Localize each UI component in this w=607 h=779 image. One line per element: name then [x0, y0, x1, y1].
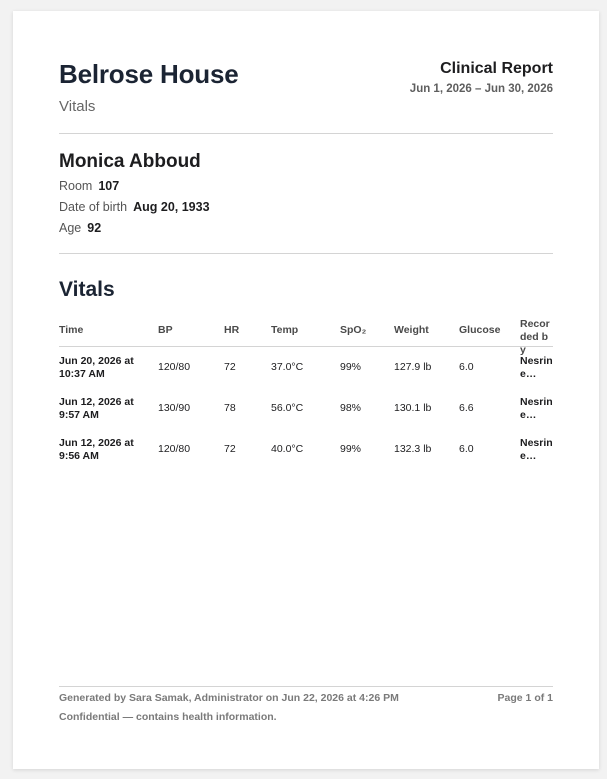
cell-time: Jun 12, 2026 at 9:56 AM — [59, 436, 134, 462]
cell-glucose: 6.6 — [459, 402, 474, 414]
table-row — [59, 388, 553, 429]
dob-value: Aug 20, 1933 — [133, 200, 210, 214]
age-value: 92 — [87, 221, 102, 235]
cell-recorded-by — [520, 388, 553, 429]
cell-time: Jun 20, 2026 at 10:37 AM — [59, 354, 134, 380]
table-row — [59, 347, 553, 389]
patient-divider — [59, 253, 553, 254]
col-temp: Temp — [271, 315, 340, 347]
generated-by: Generated by Sara Samak, Administrator on Jun 22, 2026 at 4:26 PM — [59, 692, 399, 704]
report-header-right — [410, 59, 553, 95]
dob-label: Date of birth — [59, 200, 128, 214]
col-weight: Weight — [394, 315, 459, 347]
col-glucose: Glucose — [459, 315, 520, 347]
cell-bp: 120/80 — [158, 361, 191, 373]
patient-info — [59, 151, 210, 236]
col-spo2: SpO₂ — [340, 315, 394, 347]
cell-time: Jun 12, 2026 at 9:57 AM — [59, 395, 134, 421]
cell-weight: 132.3 lb — [394, 443, 432, 455]
cell-weight: 130.1 lb — [394, 402, 432, 414]
cell-spo2: 99% — [340, 361, 362, 373]
col-bp: BP — [158, 315, 224, 347]
report-page — [13, 11, 599, 769]
cell-spo2: 99% — [340, 443, 362, 455]
cell-spo2: 98% — [340, 402, 362, 414]
table-row — [59, 429, 553, 470]
cell-temp: 40.0°C — [271, 443, 304, 455]
facility-name: Belrose House — [59, 59, 239, 89]
report-footer — [59, 686, 553, 723]
page-number: Page 1 of 1 — [497, 692, 553, 704]
cell-hr: 78 — [224, 402, 236, 414]
patient-dob — [59, 200, 210, 215]
cell-hr: 72 — [224, 443, 236, 455]
age-label: Age — [59, 221, 82, 235]
cell-bp: 130/90 — [158, 402, 191, 414]
cell-glucose: 6.0 — [459, 361, 474, 373]
cell-glucose: 6.0 — [459, 443, 474, 455]
cell-weight: 127.9 lb — [394, 361, 432, 373]
header-divider — [59, 133, 553, 134]
vitals-header-row — [59, 315, 553, 347]
recorded-by-value: Nesrine… — [520, 354, 553, 380]
col-recorded-by-label: Recorded by — [520, 317, 550, 356]
patient-name: Monica Abboud — [59, 151, 201, 172]
col-recorded-by — [520, 315, 553, 356]
cell-hr: 72 — [224, 361, 236, 373]
report-content — [59, 11, 553, 769]
confidential-notice: Confidential — contains health information. — [59, 711, 277, 723]
col-hr: HR — [224, 315, 271, 347]
room-label: Room — [59, 179, 93, 193]
patient-room — [59, 179, 210, 194]
patient-age — [59, 221, 210, 236]
cell-recorded-by — [520, 429, 553, 470]
vitals-section-title: Vitals — [59, 278, 115, 301]
report-subtitle: Vitals — [59, 98, 96, 115]
report-title: Clinical Report — [440, 60, 553, 77]
vitals-table — [59, 315, 553, 470]
room-value: 107 — [98, 179, 120, 193]
cell-temp: 56.0°C — [271, 402, 304, 414]
recorded-by-value: Nesrine… — [520, 436, 553, 462]
report-header-left — [59, 59, 238, 116]
col-time: Time — [59, 315, 158, 347]
recorded-by-value: Nesrine… — [520, 395, 553, 421]
report-date-range: Jun 1, 2026 – Jun 30, 2026 — [409, 83, 553, 95]
cell-bp: 120/80 — [158, 443, 191, 455]
cell-temp: 37.0°C — [271, 361, 304, 373]
